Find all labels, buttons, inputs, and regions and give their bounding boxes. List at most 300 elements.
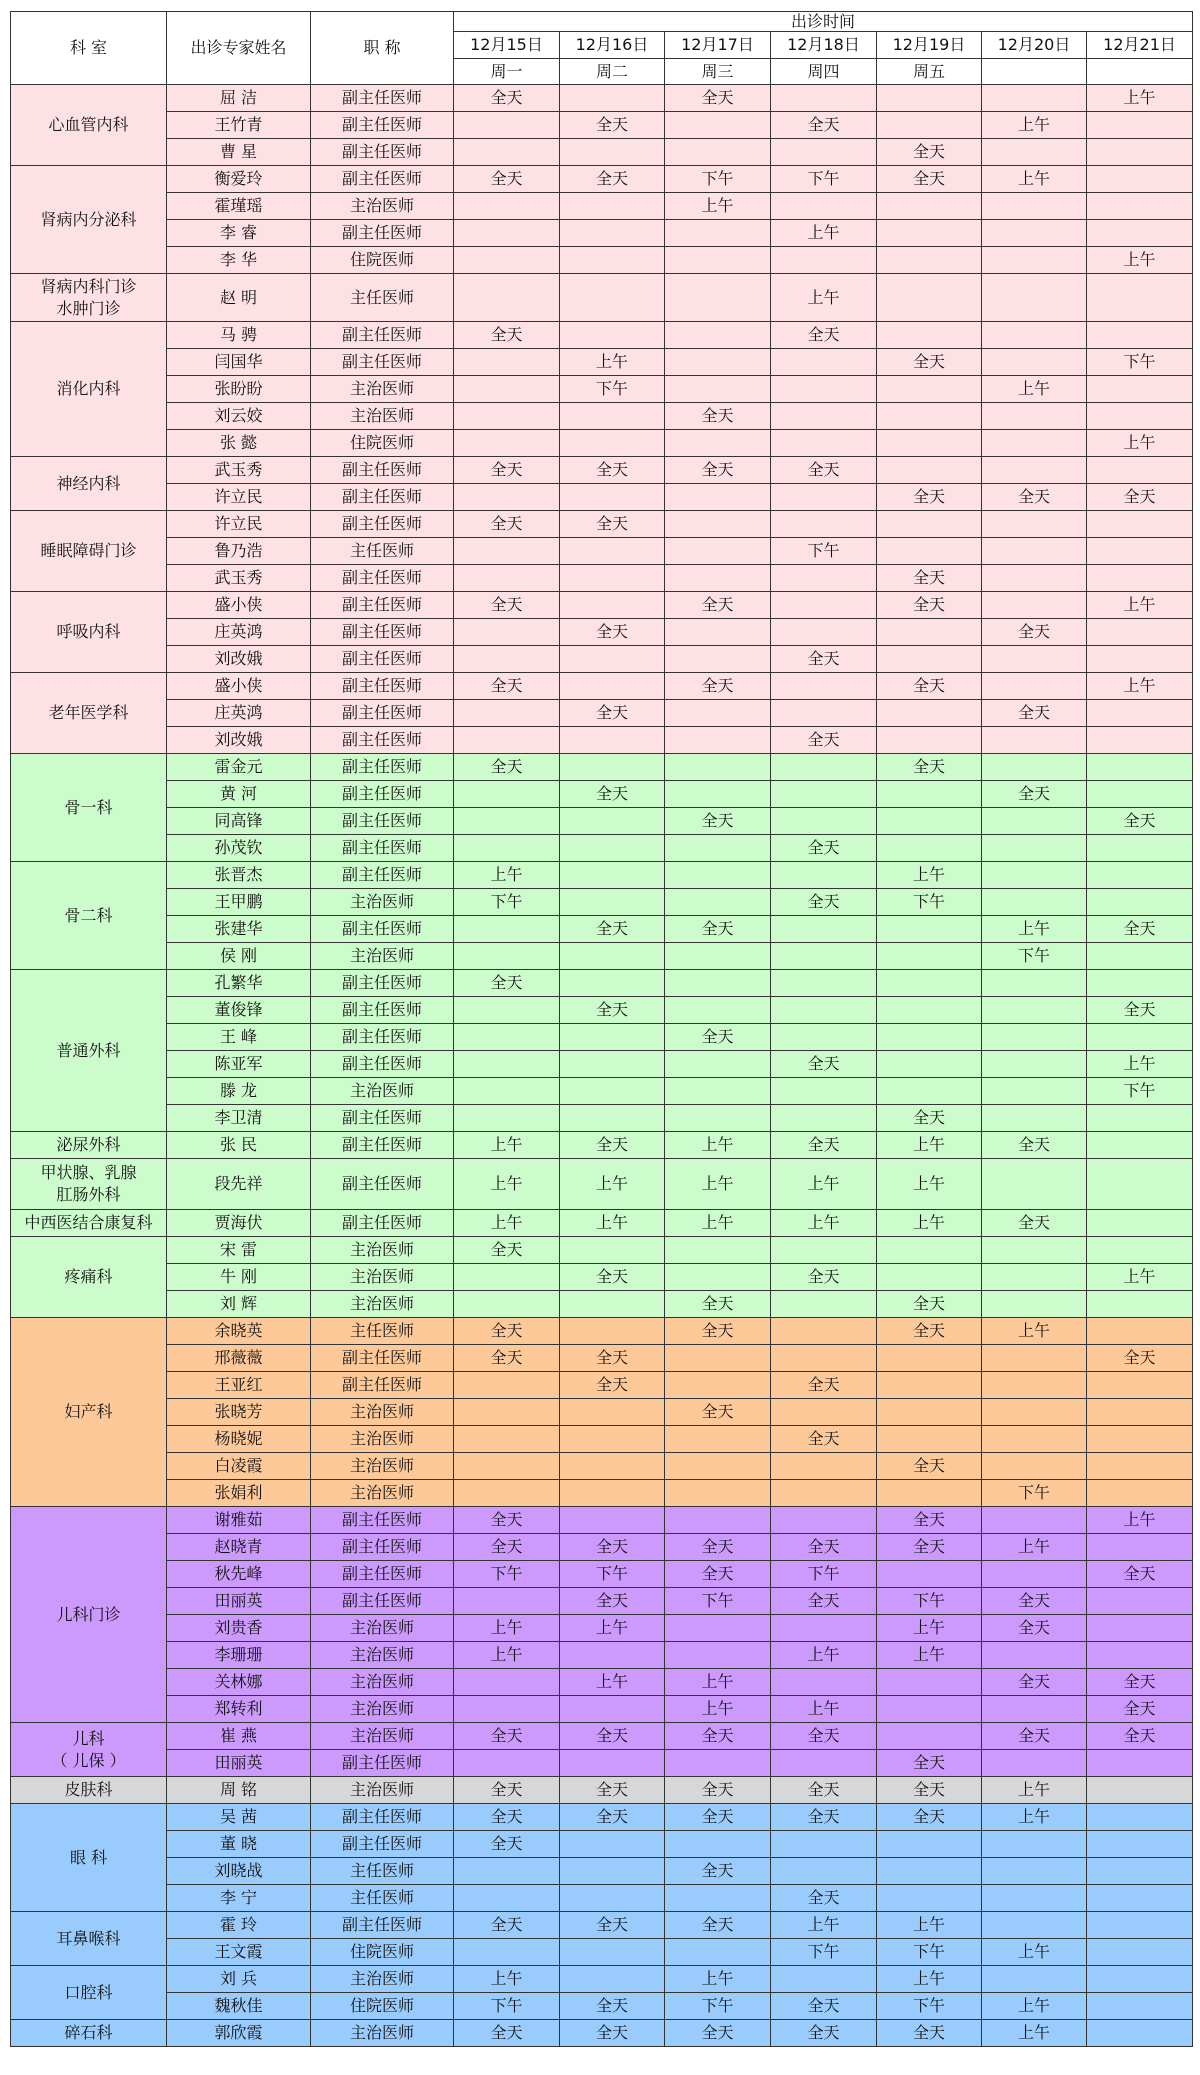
schedule-slot: 上午 bbox=[771, 1159, 877, 1210]
department-name: 骨二科 bbox=[64, 905, 113, 925]
schedule-slot bbox=[665, 376, 771, 403]
schedule-slot: 上午 bbox=[771, 1696, 877, 1723]
schedule-slot bbox=[665, 889, 771, 916]
schedule-slot bbox=[454, 1588, 560, 1615]
schedule-slot bbox=[665, 1426, 771, 1453]
doctor-title: 副主任医师 bbox=[311, 646, 454, 673]
schedule-slot bbox=[454, 1885, 560, 1912]
schedule-slot bbox=[1087, 1237, 1193, 1264]
table-row bbox=[11, 565, 1193, 592]
schedule-slot bbox=[560, 592, 665, 619]
doctor-name: 马 骋 bbox=[167, 322, 311, 349]
table-row bbox=[11, 247, 1193, 274]
schedule-slot bbox=[454, 1024, 560, 1051]
table-row bbox=[11, 139, 1193, 166]
doctor-name: 刘 兵 bbox=[167, 1966, 311, 1993]
schedule-slot bbox=[454, 1480, 560, 1507]
schedule-slot bbox=[665, 1264, 771, 1291]
schedule-slot bbox=[877, 1858, 982, 1885]
schedule-slot bbox=[771, 970, 877, 997]
schedule-slot bbox=[560, 193, 665, 220]
schedule-slot bbox=[771, 781, 877, 808]
schedule-slot: 全天 bbox=[560, 1264, 665, 1291]
doctor-title: 副主任医师 bbox=[311, 112, 454, 139]
doctor-name: 雷金元 bbox=[167, 754, 311, 781]
schedule-slot: 上午 bbox=[560, 1615, 665, 1642]
schedule-slot: 全天 bbox=[665, 1291, 771, 1318]
doctor-name: 曹 星 bbox=[167, 139, 311, 166]
schedule-slot: 全天 bbox=[454, 1507, 560, 1534]
schedule-slot bbox=[560, 1024, 665, 1051]
schedule-slot: 全天 bbox=[877, 1318, 982, 1345]
schedule-slot bbox=[771, 1453, 877, 1480]
schedule-slot: 全天 bbox=[982, 1723, 1087, 1750]
schedule-slot bbox=[982, 457, 1087, 484]
doctor-name: 许立民 bbox=[167, 484, 311, 511]
header-weekday bbox=[982, 59, 1087, 85]
schedule-slot: 全天 bbox=[560, 166, 665, 193]
schedule-slot: 上午 bbox=[982, 1534, 1087, 1561]
schedule-slot bbox=[771, 673, 877, 700]
table-row bbox=[11, 1264, 1193, 1291]
schedule-slot bbox=[982, 1831, 1087, 1858]
schedule-slot: 下午 bbox=[877, 1993, 982, 2020]
schedule-slot bbox=[1087, 1588, 1193, 1615]
doctor-name: 杨晓妮 bbox=[167, 1426, 311, 1453]
schedule-slot: 全天 bbox=[1087, 916, 1193, 943]
doctor-title: 主任医师 bbox=[311, 1885, 454, 1912]
table-header bbox=[11, 12, 1193, 85]
schedule-slot: 上午 bbox=[560, 349, 665, 376]
schedule-slot bbox=[982, 1966, 1087, 1993]
doctor-name: 李 睿 bbox=[167, 220, 311, 247]
department-name: 普通外科 bbox=[56, 1040, 121, 1060]
schedule-slot: 上午 bbox=[454, 1642, 560, 1669]
schedule-slot: 下午 bbox=[771, 1939, 877, 1966]
schedule-slot bbox=[1087, 1804, 1193, 1831]
schedule-slot: 全天 bbox=[877, 1507, 982, 1534]
department-cell bbox=[11, 1723, 167, 1777]
schedule-slot bbox=[1087, 1453, 1193, 1480]
schedule-slot bbox=[877, 700, 982, 727]
schedule-slot bbox=[982, 247, 1087, 274]
department-cell bbox=[11, 1318, 167, 1507]
schedule-slot: 上午 bbox=[1087, 247, 1193, 274]
doctor-name: 李 宁 bbox=[167, 1885, 311, 1912]
schedule-slot: 全天 bbox=[560, 2020, 665, 2047]
schedule-slot bbox=[982, 862, 1087, 889]
table-row bbox=[11, 862, 1193, 889]
schedule-slot bbox=[560, 1831, 665, 1858]
department-cell bbox=[11, 1966, 167, 2020]
table-row bbox=[11, 1051, 1193, 1078]
department-name: 疼痛科 bbox=[64, 1267, 113, 1287]
department-name: 泌尿外科 bbox=[56, 1135, 121, 1155]
schedule-slot: 下午 bbox=[982, 1480, 1087, 1507]
schedule-slot: 全天 bbox=[454, 1912, 560, 1939]
table-row bbox=[11, 1345, 1193, 1372]
doctor-name: 许立民 bbox=[167, 511, 311, 538]
table-row bbox=[11, 1480, 1193, 1507]
schedule-slot: 全天 bbox=[771, 457, 877, 484]
doctor-title: 副主任医师 bbox=[311, 1588, 454, 1615]
schedule-slot bbox=[771, 1399, 877, 1426]
doctor-title: 副主任医师 bbox=[311, 565, 454, 592]
table-row bbox=[11, 1858, 1193, 1885]
outpatient-schedule-table bbox=[10, 11, 1193, 2047]
department-name: 肾病内分泌科 bbox=[40, 209, 137, 229]
doctor-name: 张娟利 bbox=[167, 1480, 311, 1507]
schedule-slot: 全天 bbox=[560, 1372, 665, 1399]
table-row bbox=[11, 673, 1193, 700]
doctor-name: 鲁乃浩 bbox=[167, 538, 311, 565]
doctor-name: 王竹青 bbox=[167, 112, 311, 139]
doctor-title: 副主任医师 bbox=[311, 1051, 454, 1078]
doctor-title: 主治医师 bbox=[311, 1291, 454, 1318]
doctor-name: 谢雅茹 bbox=[167, 1507, 311, 1534]
schedule-slot: 全天 bbox=[982, 484, 1087, 511]
table-row bbox=[11, 1885, 1193, 1912]
schedule-slot bbox=[665, 970, 771, 997]
schedule-slot bbox=[877, 619, 982, 646]
table-row bbox=[11, 430, 1193, 457]
schedule-slot bbox=[560, 889, 665, 916]
table-row bbox=[11, 1669, 1193, 1696]
schedule-slot: 全天 bbox=[665, 1024, 771, 1051]
schedule-slot: 上午 bbox=[877, 862, 982, 889]
schedule-slot bbox=[982, 322, 1087, 349]
schedule-slot: 全天 bbox=[771, 1588, 877, 1615]
doctor-title: 副主任医师 bbox=[311, 619, 454, 646]
table-row bbox=[11, 538, 1193, 565]
schedule-slot: 全天 bbox=[665, 592, 771, 619]
schedule-slot: 上午 bbox=[560, 1669, 665, 1696]
schedule-slot bbox=[560, 430, 665, 457]
department-name: 妇产科 bbox=[64, 1402, 113, 1422]
doctor-name: 王 峰 bbox=[167, 1024, 311, 1051]
doctor-name: 郭欣霞 bbox=[167, 2020, 311, 2047]
doctor-title: 主治医师 bbox=[311, 1642, 454, 1669]
schedule-slot bbox=[877, 970, 982, 997]
doctor-title: 副主任医师 bbox=[311, 1132, 454, 1159]
schedule-slot: 全天 bbox=[982, 1588, 1087, 1615]
schedule-slot bbox=[560, 943, 665, 970]
schedule-slot bbox=[665, 538, 771, 565]
schedule-slot: 全天 bbox=[560, 997, 665, 1024]
schedule-slot bbox=[771, 916, 877, 943]
doctor-name: 刘 辉 bbox=[167, 1291, 311, 1318]
doctor-name: 庄英鸿 bbox=[167, 619, 311, 646]
schedule-slot bbox=[771, 1858, 877, 1885]
table-row bbox=[11, 619, 1193, 646]
schedule-slot: 上午 bbox=[454, 1132, 560, 1159]
schedule-slot: 上午 bbox=[771, 1642, 877, 1669]
schedule-slot: 全天 bbox=[771, 1885, 877, 1912]
schedule-slot bbox=[771, 1507, 877, 1534]
schedule-slot bbox=[771, 943, 877, 970]
schedule-slot: 全天 bbox=[454, 511, 560, 538]
doctor-title: 主治医师 bbox=[311, 1453, 454, 1480]
department-name: 中西医结合康复科 bbox=[24, 1213, 153, 1233]
schedule-slot bbox=[454, 1105, 560, 1132]
schedule-slot bbox=[454, 1669, 560, 1696]
schedule-slot: 全天 bbox=[877, 139, 982, 166]
schedule-slot: 全天 bbox=[454, 592, 560, 619]
doctor-title: 副主任医师 bbox=[311, 997, 454, 1024]
schedule-slot bbox=[982, 1453, 1087, 1480]
schedule-slot bbox=[665, 112, 771, 139]
doctor-name: 盛小侠 bbox=[167, 592, 311, 619]
schedule-slot bbox=[665, 727, 771, 754]
doctor-name: 陈亚军 bbox=[167, 1051, 311, 1078]
schedule-slot: 下午 bbox=[877, 1939, 982, 1966]
schedule-slot: 下午 bbox=[1087, 349, 1193, 376]
schedule-slot bbox=[1087, 2020, 1193, 2047]
schedule-slot bbox=[982, 1426, 1087, 1453]
department-cell bbox=[11, 970, 167, 1132]
schedule-slot bbox=[665, 484, 771, 511]
table-row bbox=[11, 781, 1193, 808]
schedule-slot bbox=[560, 220, 665, 247]
doctor-title: 主治医师 bbox=[311, 1426, 454, 1453]
schedule-slot bbox=[1087, 1885, 1193, 1912]
doctor-name: 霍 玲 bbox=[167, 1912, 311, 1939]
schedule-slot: 全天 bbox=[771, 1723, 877, 1750]
schedule-slot bbox=[560, 1966, 665, 1993]
schedule-slot bbox=[454, 565, 560, 592]
schedule-slot bbox=[665, 1507, 771, 1534]
schedule-slot bbox=[454, 700, 560, 727]
doctor-name: 闫国华 bbox=[167, 349, 311, 376]
schedule-slot bbox=[982, 1858, 1087, 1885]
schedule-slot bbox=[454, 112, 560, 139]
schedule-slot bbox=[560, 538, 665, 565]
schedule-slot: 全天 bbox=[560, 700, 665, 727]
schedule-slot: 上午 bbox=[665, 1210, 771, 1237]
department-name: 水肿门诊 bbox=[56, 298, 121, 318]
department-name: 儿科门诊 bbox=[56, 1604, 121, 1624]
schedule-slot bbox=[1087, 457, 1193, 484]
schedule-slot bbox=[771, 349, 877, 376]
schedule-slot: 上午 bbox=[1087, 1264, 1193, 1291]
schedule-slot bbox=[665, 220, 771, 247]
schedule-slot bbox=[665, 1939, 771, 1966]
schedule-slot: 下午 bbox=[1087, 1078, 1193, 1105]
doctor-title: 主治医师 bbox=[311, 1615, 454, 1642]
schedule-slot bbox=[560, 274, 665, 322]
doctor-name: 张晓芳 bbox=[167, 1399, 311, 1426]
department-cell bbox=[11, 1159, 167, 1210]
schedule-slot bbox=[454, 1051, 560, 1078]
schedule-slot: 全天 bbox=[1087, 484, 1193, 511]
table-row bbox=[11, 1237, 1193, 1264]
doctor-title: 主治医师 bbox=[311, 1966, 454, 1993]
schedule-slot bbox=[454, 403, 560, 430]
doctor-name: 田丽英 bbox=[167, 1750, 311, 1777]
schedule-slot bbox=[665, 1345, 771, 1372]
schedule-slot: 全天 bbox=[982, 1615, 1087, 1642]
schedule-slot bbox=[982, 835, 1087, 862]
department-cell bbox=[11, 1507, 167, 1723]
schedule-slot bbox=[877, 1480, 982, 1507]
schedule-slot bbox=[771, 1318, 877, 1345]
doctor-name: 张建华 bbox=[167, 916, 311, 943]
schedule-slot: 全天 bbox=[560, 1588, 665, 1615]
table-row bbox=[11, 889, 1193, 916]
table-row bbox=[11, 1993, 1193, 2020]
schedule-slot bbox=[665, 862, 771, 889]
schedule-slot bbox=[982, 1291, 1087, 1318]
doctor-name: 余晓英 bbox=[167, 1318, 311, 1345]
table-row bbox=[11, 1561, 1193, 1588]
department-name: 耳鼻喉科 bbox=[56, 1928, 121, 1948]
schedule-slot: 上午 bbox=[560, 1210, 665, 1237]
schedule-slot bbox=[982, 1051, 1087, 1078]
table-row bbox=[11, 808, 1193, 835]
schedule-slot: 全天 bbox=[1087, 1723, 1193, 1750]
schedule-slot: 全天 bbox=[454, 1237, 560, 1264]
header-date: 12月16日 bbox=[560, 32, 665, 59]
schedule-slot bbox=[1087, 943, 1193, 970]
schedule-slot bbox=[771, 1480, 877, 1507]
schedule-slot: 全天 bbox=[771, 835, 877, 862]
table-body bbox=[11, 85, 1193, 2047]
schedule-slot: 全天 bbox=[560, 619, 665, 646]
schedule-slot: 全天 bbox=[982, 781, 1087, 808]
schedule-slot: 全天 bbox=[665, 403, 771, 430]
table-row bbox=[11, 1696, 1193, 1723]
table-row bbox=[11, 1291, 1193, 1318]
doctor-title: 副主任医师 bbox=[311, 916, 454, 943]
schedule-slot bbox=[877, 1237, 982, 1264]
schedule-slot bbox=[877, 247, 982, 274]
schedule-slot bbox=[454, 274, 560, 322]
schedule-slot bbox=[454, 193, 560, 220]
schedule-slot bbox=[454, 1696, 560, 1723]
schedule-slot: 上午 bbox=[1087, 1507, 1193, 1534]
doctor-name: 同高锋 bbox=[167, 808, 311, 835]
schedule-slot: 上午 bbox=[560, 1159, 665, 1210]
schedule-slot bbox=[982, 1561, 1087, 1588]
schedule-slot bbox=[560, 1426, 665, 1453]
schedule-slot bbox=[877, 646, 982, 673]
schedule-slot: 全天 bbox=[454, 970, 560, 997]
table-row bbox=[11, 646, 1193, 673]
schedule-slot: 全天 bbox=[877, 673, 982, 700]
department-name: （ 儿保 ） bbox=[51, 1750, 126, 1770]
schedule-slot bbox=[665, 1237, 771, 1264]
table-row bbox=[11, 1588, 1193, 1615]
schedule-slot bbox=[665, 619, 771, 646]
doctor-name: 李卫清 bbox=[167, 1105, 311, 1132]
schedule-slot bbox=[560, 565, 665, 592]
schedule-slot: 全天 bbox=[560, 1534, 665, 1561]
schedule-slot bbox=[560, 1291, 665, 1318]
schedule-slot bbox=[877, 538, 982, 565]
header-date: 12月21日 bbox=[1087, 32, 1193, 59]
doctor-title: 主任医师 bbox=[311, 1318, 454, 1345]
doctor-title: 主治医师 bbox=[311, 1399, 454, 1426]
doctor-title: 副主任医师 bbox=[311, 727, 454, 754]
schedule-slot: 上午 bbox=[982, 1993, 1087, 2020]
schedule-slot: 全天 bbox=[982, 1210, 1087, 1237]
schedule-slot: 全天 bbox=[454, 1345, 560, 1372]
schedule-slot bbox=[1087, 166, 1193, 193]
schedule-slot: 全天 bbox=[665, 457, 771, 484]
doctor-name: 张 民 bbox=[167, 1132, 311, 1159]
schedule-slot: 上午 bbox=[665, 1669, 771, 1696]
table-row bbox=[11, 1750, 1193, 1777]
doctor-title: 副主任医师 bbox=[311, 1159, 454, 1210]
header-date: 12月15日 bbox=[454, 32, 560, 59]
table-row bbox=[11, 322, 1193, 349]
schedule-slot bbox=[560, 1507, 665, 1534]
doctor-title: 副主任医师 bbox=[311, 1750, 454, 1777]
doctor-title: 主治医师 bbox=[311, 1777, 454, 1804]
schedule-slot: 全天 bbox=[1087, 808, 1193, 835]
schedule-slot bbox=[560, 835, 665, 862]
schedule-slot: 上午 bbox=[877, 1615, 982, 1642]
doctor-name: 秋先峰 bbox=[167, 1561, 311, 1588]
schedule-slot: 上午 bbox=[877, 1912, 982, 1939]
schedule-slot bbox=[1087, 376, 1193, 403]
schedule-slot bbox=[560, 85, 665, 112]
schedule-slot bbox=[665, 1105, 771, 1132]
schedule-slot bbox=[1087, 565, 1193, 592]
doctor-title: 副主任医师 bbox=[311, 1345, 454, 1372]
schedule-slot bbox=[454, 1078, 560, 1105]
doctor-name: 邢薇薇 bbox=[167, 1345, 311, 1372]
schedule-slot bbox=[1087, 322, 1193, 349]
schedule-slot bbox=[560, 1105, 665, 1132]
doctor-title: 主治医师 bbox=[311, 889, 454, 916]
schedule-slot: 全天 bbox=[771, 2020, 877, 2047]
schedule-slot bbox=[454, 1453, 560, 1480]
department-cell bbox=[11, 1777, 167, 1804]
table-row bbox=[11, 2020, 1193, 2047]
schedule-slot: 全天 bbox=[560, 1912, 665, 1939]
schedule-slot bbox=[454, 220, 560, 247]
schedule-slot bbox=[982, 970, 1087, 997]
header-weekday: 周二 bbox=[560, 59, 665, 85]
schedule-slot: 全天 bbox=[560, 511, 665, 538]
schedule-slot bbox=[454, 1750, 560, 1777]
schedule-slot bbox=[877, 403, 982, 430]
schedule-slot: 上午 bbox=[982, 2020, 1087, 2047]
schedule-slot: 全天 bbox=[877, 565, 982, 592]
schedule-slot: 下午 bbox=[560, 376, 665, 403]
schedule-slot bbox=[454, 727, 560, 754]
doctor-name: 霍瑾瑶 bbox=[167, 193, 311, 220]
table-row bbox=[11, 754, 1193, 781]
schedule-slot bbox=[982, 538, 1087, 565]
schedule-slot: 全天 bbox=[665, 1912, 771, 1939]
doctor-name: 李 华 bbox=[167, 247, 311, 274]
schedule-slot bbox=[877, 997, 982, 1024]
schedule-slot bbox=[982, 85, 1087, 112]
schedule-slot bbox=[1087, 835, 1193, 862]
table-row bbox=[11, 1024, 1193, 1051]
schedule-slot bbox=[665, 700, 771, 727]
header-weekday bbox=[1087, 59, 1193, 85]
table-row bbox=[11, 916, 1193, 943]
doctor-title: 副主任医师 bbox=[311, 484, 454, 511]
doctor-name: 张 懿 bbox=[167, 430, 311, 457]
schedule-slot: 全天 bbox=[877, 1105, 982, 1132]
doctor-name: 王甲鹏 bbox=[167, 889, 311, 916]
schedule-slot: 上午 bbox=[1087, 1051, 1193, 1078]
schedule-slot: 全天 bbox=[560, 1132, 665, 1159]
